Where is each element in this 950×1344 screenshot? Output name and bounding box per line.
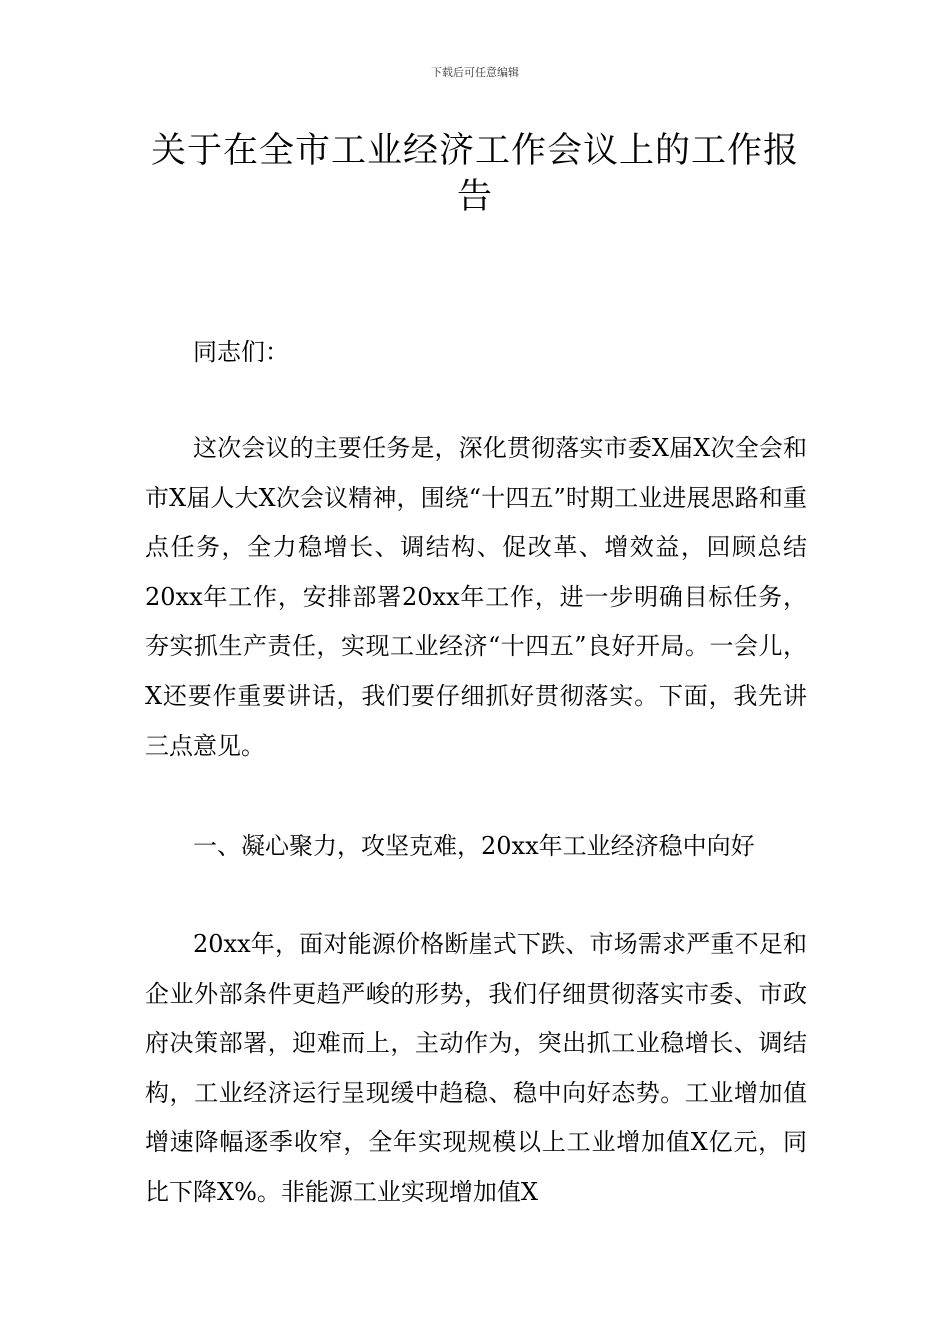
- salutation: 同志们：: [193, 338, 289, 366]
- header-note: 下载后可任意编辑: [431, 66, 519, 79]
- document-title: 关于在全市工业经济工作会议上的工作报告: [150, 131, 799, 217]
- section-heading-1: 一、凝心聚力，攻坚克难，20xx年工业经济稳中向好: [193, 832, 755, 860]
- paragraph-section-1: 20xx年，面对能源价格断崖式下跌、市场需求严重不足和企业外部条件更趋严峻的形势，我们仔细贯彻落实市委、市政府决策部署，迎难而上，主动作为，突出抓工业稳增长、调结构，工业经济运行呈现缓中趋稳、稳中向好态势。工业增加值增速降幅逐季收窄，全年实现规模以上工业增加值X亿元，同比下降X%。非能源工业实现增加值X: [145, 930, 807, 1206]
- paragraph-intro: 这次会议的主要任务是，深化贯彻落实市委X届X次全会和市X届人大X次会议精神，围绕“十四五”时期工业进展思路和重点任务，全力稳增长、调结构、促改革、增效益，回顾总结20xx年工作，安排部署20xx年工作，进一步明确目标任务，夯实抓生产责任，实现工业经济“十四五”良好开局。一会儿，X还要作重要讲话，我们要仔细抓好贯彻落实。下面，我先讲三点意见。: [145, 434, 807, 760]
